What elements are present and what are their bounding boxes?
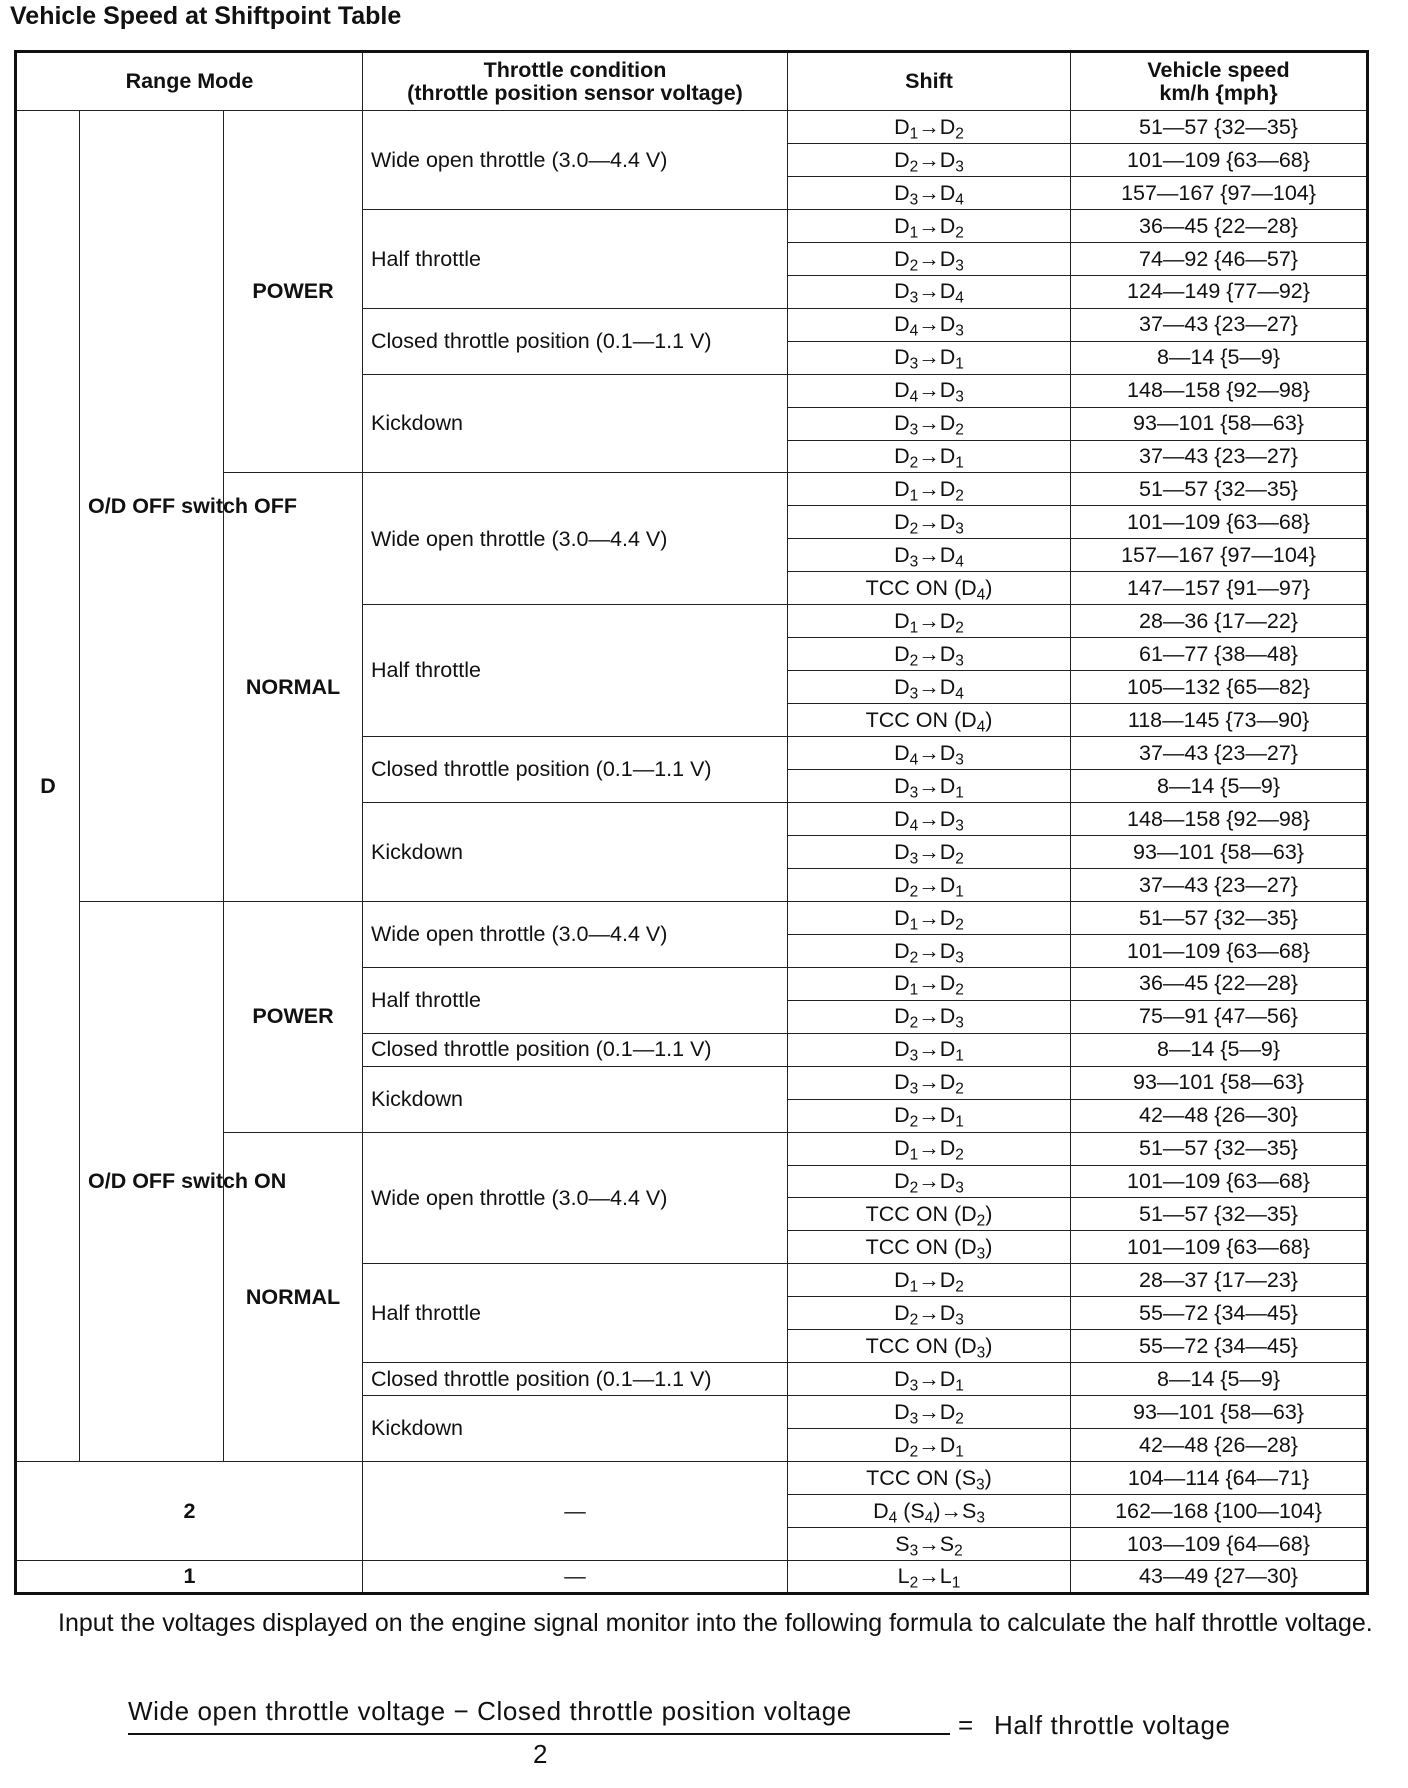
header-shift: Shift (788, 52, 1071, 111)
shift-cell: $D_4\to D_3$ (788, 374, 1071, 407)
vehicle-speed-cell: 74—92 {46—57} (1071, 242, 1368, 275)
shift-cell: $D_2\to D_3$ (788, 506, 1071, 539)
throttle-condition-cell: Wide open throttle (3.0—4.4 V) (363, 473, 788, 605)
formula-denominator: 2 (533, 1739, 548, 1769)
vehicle-speed-cell: 8—14 {5—9} (1071, 1363, 1368, 1396)
throttle-condition-cell: Kickdown (363, 803, 788, 902)
shift-cell: $D_4\to D_3$ (788, 803, 1071, 836)
shift-cell: $D_1\to D_2$ (788, 967, 1071, 1000)
shift-cell: $D_2\to D_1$ (788, 440, 1071, 473)
shift-cell: TCC ON $(D_3)$ (788, 1231, 1071, 1264)
throttle-condition-cell: Closed throttle position (0.1—1.1 V) (363, 1033, 788, 1066)
header-vehicle-speed (1071, 52, 1368, 111)
mode-cell: NORMAL (224, 1132, 363, 1462)
vehicle-speed-cell: 37—43 {23—27} (1071, 308, 1368, 341)
shift-cell: $L_2\to L_1$ (788, 1560, 1071, 1593)
formula-result: Half throttle voltage (994, 1710, 1231, 1740)
vehicle-speed-cell: 37—43 {23—27} (1071, 868, 1368, 901)
range-cell: 2 (16, 1462, 363, 1561)
formula-equals: = (958, 1710, 974, 1740)
shift-cell: $D_3\to D_4$ (788, 275, 1071, 308)
vehicle-speed-cell: 75—91 {47—56} (1071, 1000, 1368, 1033)
vehicle-speed-cell: 101—109 {63—68} (1071, 934, 1368, 967)
shift-cell: $D_2\to D_3$ (788, 1165, 1071, 1198)
shift-cell: $D_1\to D_2$ (788, 209, 1071, 242)
vehicle-speed-cell: 101—109 {63—68} (1071, 143, 1368, 176)
shift-cell: $D_2\to D_1$ (788, 1429, 1071, 1462)
vehicle-speed-cell: 93—101 {58—63} (1071, 1396, 1368, 1429)
shift-cell: TCC ON $(D_4)$ (788, 704, 1071, 737)
shift-cell: TCC ON $(D_2)$ (788, 1198, 1071, 1231)
table-row (16, 1560, 1368, 1593)
shift-cell: $D_3\to D_1$ (788, 1033, 1071, 1066)
vehicle-speed-cell: 51—57 {32—35} (1071, 901, 1368, 934)
formula-numerator: Wide open throttle voltage − Closed throttle position voltage (128, 1696, 852, 1726)
vehicle-speed-cell: 157—167 {97—104} (1071, 176, 1368, 209)
vehicle-speed-cell: 51—57 {32—35} (1071, 473, 1368, 506)
vehicle-speed-cell: 28—36 {17—22} (1071, 605, 1368, 638)
header-throttle-line1: Throttle condition (483, 57, 667, 82)
shift-cell: $D_2\to D_3$ (788, 934, 1071, 967)
vehicle-speed-cell: 61—77 {38—48} (1071, 638, 1368, 671)
shift-cell: $S_3\to S_2$ (788, 1527, 1071, 1560)
shift-cell: $D_2\to D_1$ (788, 868, 1071, 901)
vehicle-speed-cell: 51—57 {32—35} (1071, 111, 1368, 144)
shift-cell: $D_2\to D_3$ (788, 242, 1071, 275)
shift-cell: $D_3\to D_4$ (788, 671, 1071, 704)
range-cell: D (16, 111, 80, 1462)
half-throttle-note: Input the voltages displayed on the engine signal monitor into the following formula to calculate the half throttle voltage. (58, 1609, 1373, 1637)
shift-cell: TCC ON $(D_4)$ (788, 572, 1071, 605)
vehicle-speed-cell: 43—49 {27—30} (1071, 1560, 1368, 1593)
shift-cell: $D_1\to D_2$ (788, 605, 1071, 638)
vehicle-speed-cell: 51—57 {32—35} (1071, 1132, 1368, 1165)
vehicle-speed-cell: 101—109 {63—68} (1071, 1165, 1368, 1198)
throttle-condition-cell: Wide open throttle (3.0—4.4 V) (363, 111, 788, 210)
shiftpoint-table (14, 50, 1369, 1595)
vehicle-speed-cell: 148—158 {92—98} (1071, 374, 1368, 407)
shift-cell: $D_2\to D_3$ (788, 638, 1071, 671)
vehicle-speed-cell: 37—43 {23—27} (1071, 440, 1368, 473)
vehicle-speed-cell: 42—48 {26—30} (1071, 1099, 1368, 1132)
shift-cell: $D_4\to D_3$ (788, 308, 1071, 341)
mode-cell: POWER (224, 901, 363, 1132)
shift-cell: $D_4$ $(S_4)\to S_3$ (788, 1495, 1071, 1528)
vehicle-speed-cell: 105—132 {65—82} (1071, 671, 1368, 704)
shift-cell: $D_2\to D_3$ (788, 143, 1071, 176)
throttle-condition-cell: Wide open throttle (3.0—4.4 V) (363, 901, 788, 967)
shift-cell: $D_3\to D_1$ (788, 341, 1071, 374)
shift-cell: $D_1\to D_2$ (788, 473, 1071, 506)
vehicle-speed-cell: 42—48 {26—28} (1071, 1429, 1368, 1462)
shift-cell: $D_1\to D_2$ (788, 1264, 1071, 1297)
throttle-condition-cell: Half throttle (363, 209, 788, 308)
vehicle-speed-cell: 36—45 {22—28} (1071, 209, 1368, 242)
vehicle-speed-cell: 148—158 {92—98} (1071, 803, 1368, 836)
table-row (16, 1462, 1368, 1495)
shift-cell: $D_3\to D_1$ (788, 770, 1071, 803)
vehicle-speed-cell: 36—45 {22—28} (1071, 967, 1368, 1000)
vehicle-speed-cell: 124—149 {77—92} (1071, 275, 1368, 308)
header-throttle-line2: (throttle position sensor voltage) (407, 80, 743, 105)
throttle-condition-cell: Half throttle (363, 605, 788, 737)
shift-cell: $D_4\to D_3$ (788, 737, 1071, 770)
header-speed-line2: km/h {mph} (1159, 80, 1278, 105)
fraction-bar (128, 1733, 950, 1735)
shift-cell: $D_2\to D_3$ (788, 1297, 1071, 1330)
vehicle-speed-cell: 104—114 {64—71} (1071, 1462, 1368, 1495)
shift-cell: $D_2\to D_1$ (788, 1099, 1071, 1132)
vehicle-speed-cell: 55—72 {34—45} (1071, 1297, 1368, 1330)
vehicle-speed-cell: 157—167 {97—104} (1071, 539, 1368, 572)
shift-cell: $D_1\to D_2$ (788, 1132, 1071, 1165)
header-range-mode: Range Mode (16, 52, 363, 111)
vehicle-speed-cell: 8—14 {5—9} (1071, 770, 1368, 803)
shift-cell: $D_3\to D_2$ (788, 1396, 1071, 1429)
vehicle-speed-cell: 103—109 {64—68} (1071, 1527, 1368, 1560)
vehicle-speed-cell: 162—168 {100—104} (1071, 1495, 1368, 1528)
vehicle-speed-cell: 147—157 {91—97} (1071, 572, 1368, 605)
throttle-condition-cell: Kickdown (363, 1396, 788, 1462)
vehicle-speed-cell: 51—57 {32—35} (1071, 1198, 1368, 1231)
vehicle-speed-cell: 55—72 {34—45} (1071, 1330, 1368, 1363)
od-switch-cell: O/D OFF switch OFF (80, 111, 224, 902)
shift-cell: $D_3\to D_4$ (788, 176, 1071, 209)
vehicle-speed-cell: 93—101 {58—63} (1071, 1066, 1368, 1099)
throttle-condition-cell: Kickdown (363, 1066, 788, 1132)
throttle-condition-cell: Closed throttle position (0.1—1.1 V) (363, 737, 788, 803)
header-speed-line1: Vehicle speed (1147, 57, 1290, 82)
throttle-condition-cell: Wide open throttle (3.0—4.4 V) (363, 1132, 788, 1264)
shift-cell: $D_3\to D_2$ (788, 407, 1071, 440)
range-cell: 1 (16, 1560, 363, 1593)
od-switch-cell: O/D OFF switch ON (80, 901, 224, 1461)
header-throttle-condition (363, 52, 788, 111)
vehicle-speed-cell: 8—14 {5—9} (1071, 1033, 1368, 1066)
throttle-condition-cell: Closed throttle position (0.1—1.1 V) (363, 1363, 788, 1396)
throttle-condition-cell: Closed throttle position (0.1—1.1 V) (363, 308, 788, 374)
shift-cell: TCC ON $(S_3)$ (788, 1462, 1071, 1495)
throttle-condition-cell: — (363, 1462, 788, 1561)
shift-cell: $D_1\to D_2$ (788, 901, 1071, 934)
throttle-condition-cell: Kickdown (363, 374, 788, 473)
shift-cell: $D_3\to D_2$ (788, 835, 1071, 868)
shift-cell: $D_3\to D_4$ (788, 539, 1071, 572)
vehicle-speed-cell: 93—101 {58—63} (1071, 407, 1368, 440)
shift-cell: $D_3\to D_2$ (788, 1066, 1071, 1099)
shift-cell: $D_3\to D_1$ (788, 1363, 1071, 1396)
vehicle-speed-cell: 93—101 {58—63} (1071, 835, 1368, 868)
throttle-condition-cell: Half throttle (363, 967, 788, 1033)
table-row (16, 901, 1368, 934)
mode-cell: NORMAL (224, 473, 363, 901)
mode-cell: POWER (224, 111, 363, 473)
vehicle-speed-cell: 37—43 {23—27} (1071, 737, 1368, 770)
shift-cell: $D_2\to D_3$ (788, 1000, 1071, 1033)
vehicle-speed-cell: 8—14 {5—9} (1071, 341, 1368, 374)
shift-cell: $D_1\to D_2$ (788, 111, 1071, 144)
vehicle-speed-cell: 101—109 {63—68} (1071, 1231, 1368, 1264)
vehicle-speed-cell: 28—37 {17—23} (1071, 1264, 1368, 1297)
vehicle-speed-cell: 101—109 {63—68} (1071, 506, 1368, 539)
vehicle-speed-cell: 118—145 {73—90} (1071, 704, 1368, 737)
table-row (16, 111, 1368, 144)
throttle-condition-cell: — (363, 1560, 788, 1593)
throttle-condition-cell: Half throttle (363, 1264, 788, 1363)
shift-cell: TCC ON $(D_3)$ (788, 1330, 1071, 1363)
page-title: Vehicle Speed at Shiftpoint Table (10, 2, 402, 30)
